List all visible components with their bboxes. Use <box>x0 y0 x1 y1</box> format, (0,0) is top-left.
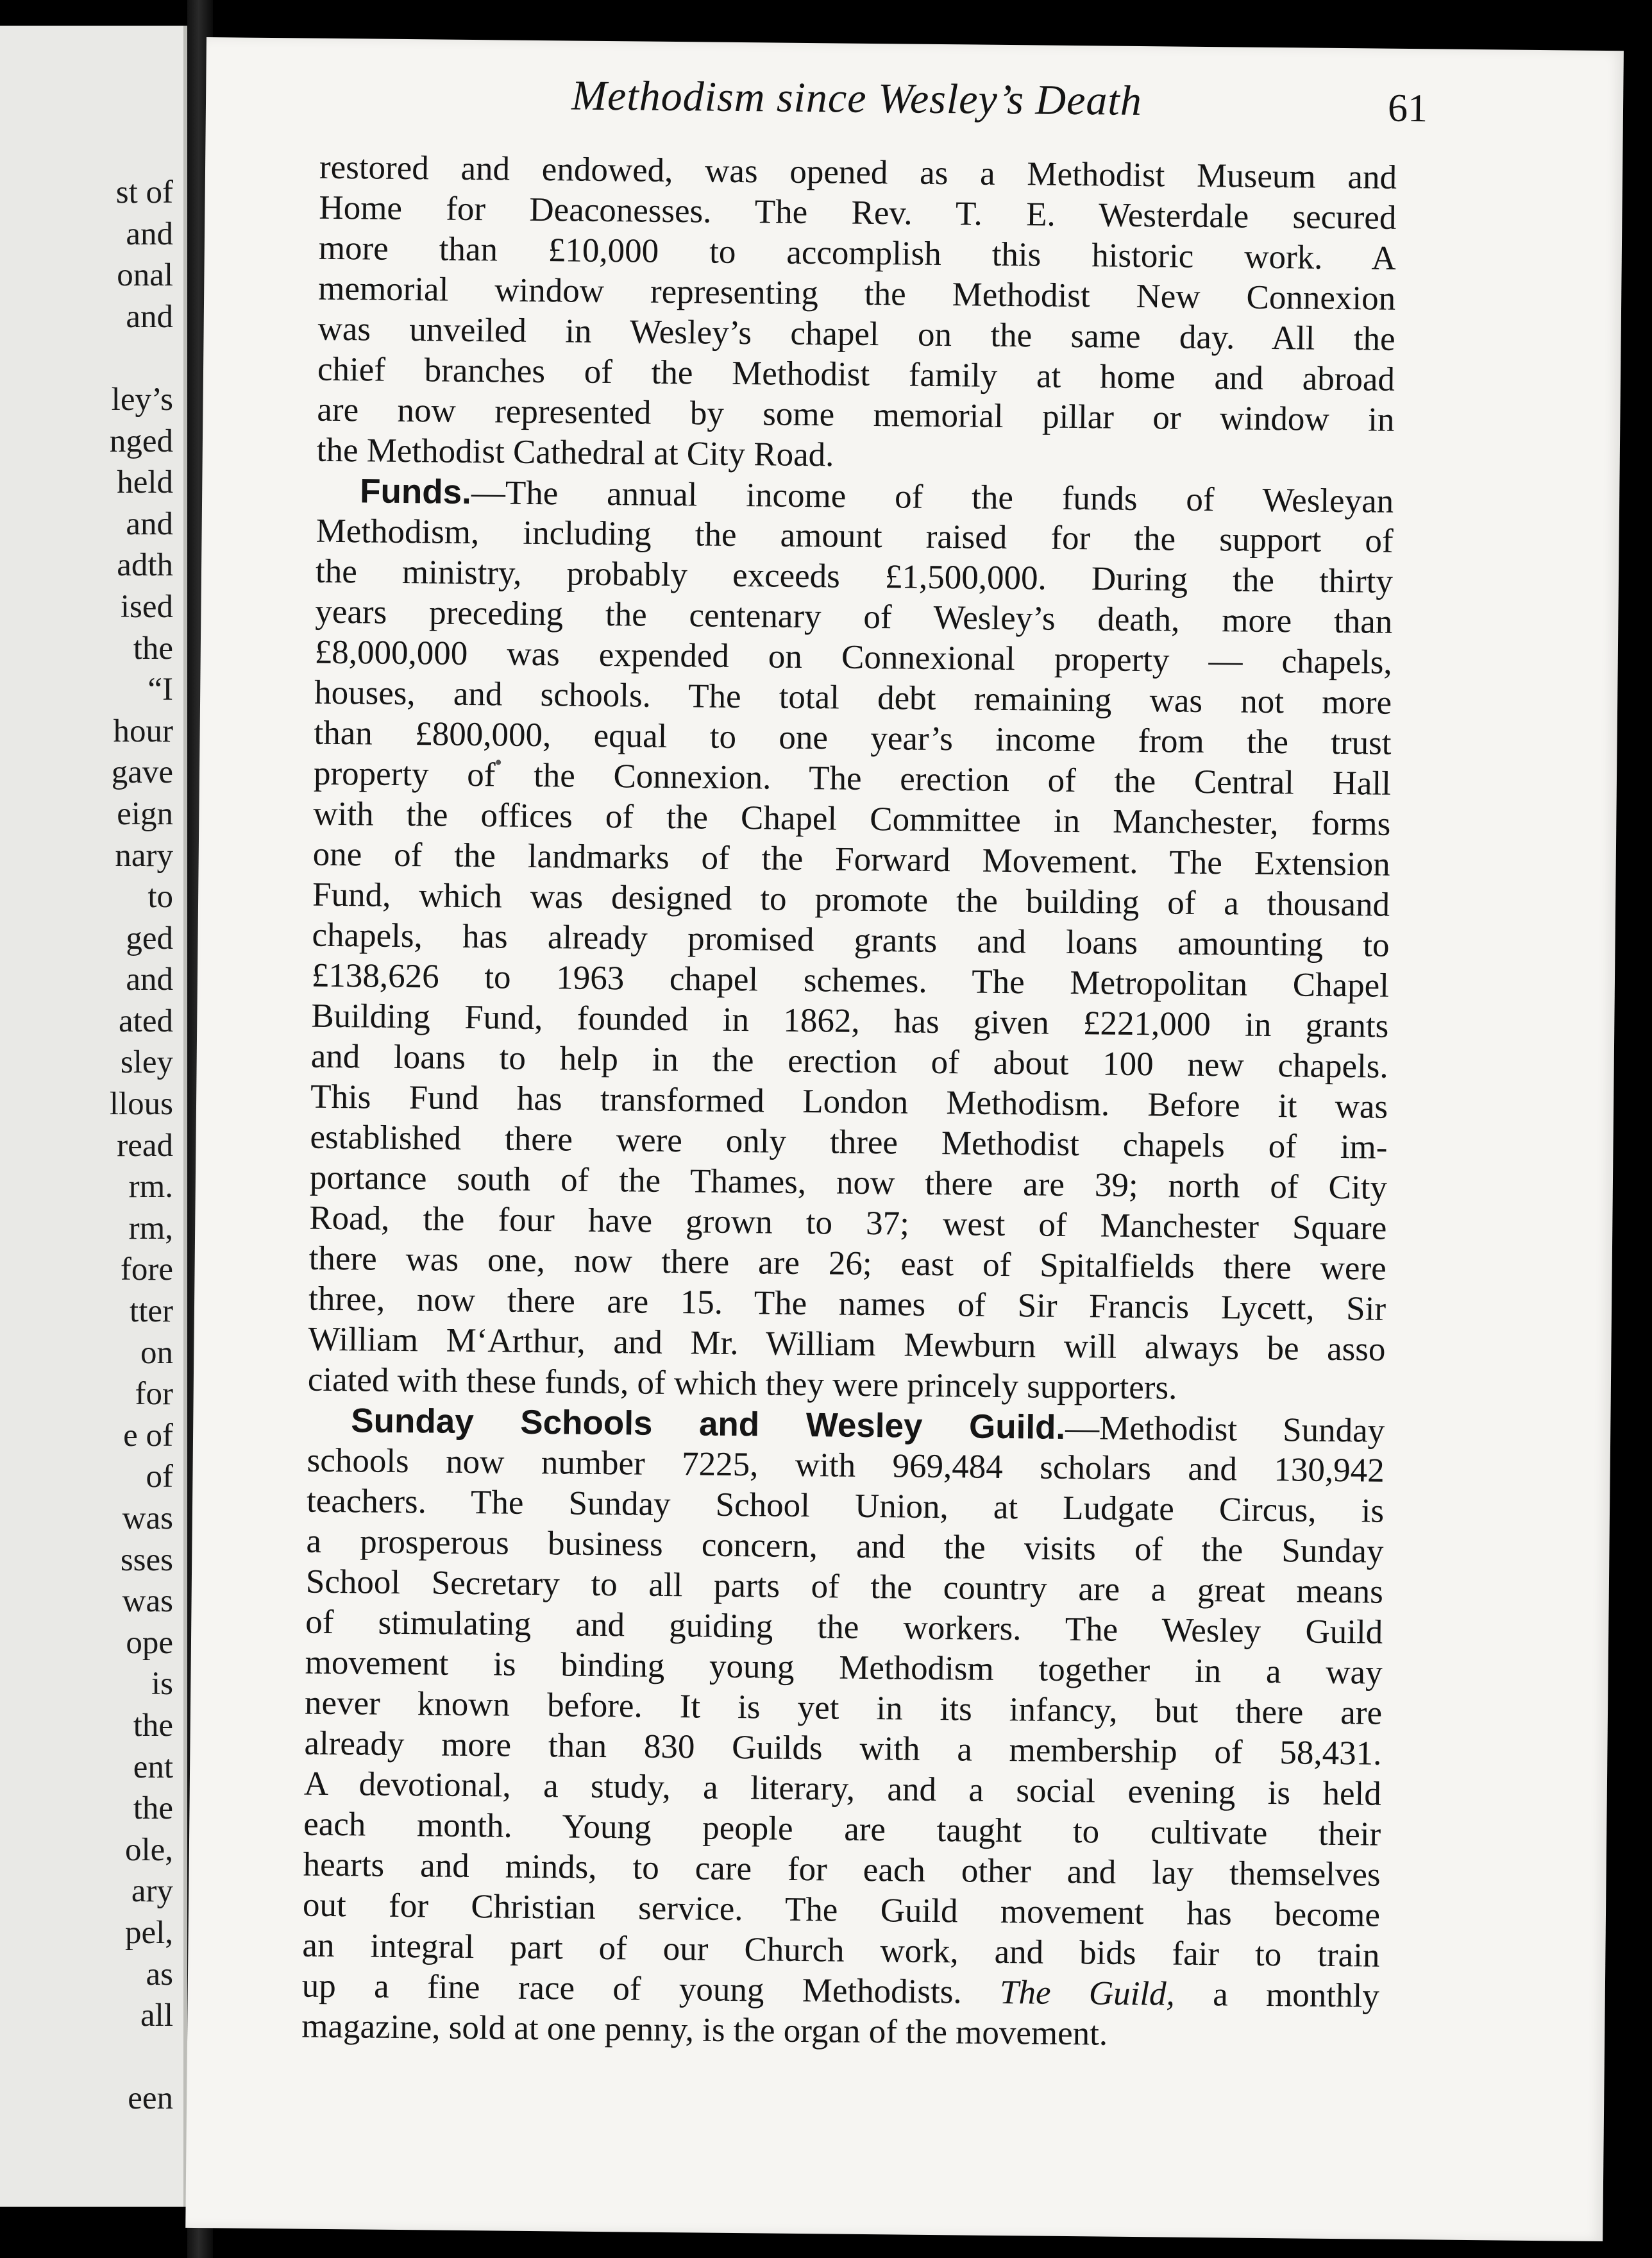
previous-page-line: the <box>133 630 173 666</box>
previous-page-line <box>110 2037 173 2078</box>
previous-page-line: “I <box>148 672 173 708</box>
previous-page-line: and <box>126 962 173 998</box>
guild-line-start: up a fine race of young Methodists. <box>301 1967 962 2011</box>
text-line: with the offices of the Chapel Committee in Manchester, forms <box>313 795 1391 843</box>
previous-page-line <box>110 337 173 379</box>
text-line: an integral part of our Church work, and bids fair to train <box>302 1926 1380 1974</box>
text-line: Building Fund, founded in 1862, has given £221,000 in grants <box>311 997 1389 1045</box>
text-line: the Methodist Cathedral at City Road. <box>316 431 834 474</box>
text-line: Fund, which was designed to promote the building of a thousand <box>312 876 1390 924</box>
text-line: £8,000,000 was expended on Connexional property — chapels, <box>314 633 1393 681</box>
text-line: are now represented by some memorial pillar or window in <box>317 391 1395 439</box>
text-line: three, now there are 15. The names of Sir Francis Lycett, Sir <box>308 1280 1386 1328</box>
text-line: was unveiled in Wesley’s chapel on the same day. All the <box>317 310 1395 358</box>
previous-page-line: ary <box>131 1873 173 1910</box>
previous-page-line: ised <box>120 588 173 625</box>
funds-first-line-text: —The annual income of the funds of Wesleyan <box>471 473 1394 520</box>
book-page <box>185 37 1624 2241</box>
text-line: This Fund has transformed London Methodism. Before it was <box>310 1078 1388 1126</box>
text-line: restored and endowed, was opened as a Methodist Museum and <box>319 148 1397 196</box>
previous-page-line: sley <box>120 1044 173 1081</box>
text-line: Home for Deaconesses. The Rev. T. E. Westerdale secured <box>319 189 1397 237</box>
previous-page-line: st of <box>115 174 173 210</box>
text-line: memorial window representing the Methodist New Connexion <box>317 269 1396 318</box>
previous-page-line: and <box>126 298 173 335</box>
previous-page-line: onal <box>117 257 173 294</box>
previous-page-line: fore <box>120 1252 173 1288</box>
text-line: already more than 830 Guilds with a membership of 58,431. <box>304 1724 1382 1772</box>
text-line: years preceding the centenary of Wesley’s death, more than <box>315 593 1393 641</box>
sunday-schools-paragraph <box>301 1400 1385 2057</box>
previous-page-line: read <box>117 1127 173 1164</box>
text-line: houses, and schools. The total debt remaining was not more <box>314 674 1392 722</box>
text-line: property of the Connexion. The erection of the Central Hall <box>313 754 1392 802</box>
funds-heading: Funds. <box>359 472 472 511</box>
text-line: movement is binding young Methodism together in a way <box>305 1643 1383 1692</box>
text-line: Road, the four have grown to 37; west of Manchester Square <box>309 1199 1387 1247</box>
text-line: hearts and minds, to care for each other and lay themselves <box>303 1846 1381 1894</box>
text-line: each month. Young people are taught to cultivate their <box>303 1805 1381 1853</box>
previous-page-line: rm. <box>128 1169 173 1205</box>
text-line: William M‘Arthur, and Mr. William Mewburn will always be asso <box>308 1320 1386 1368</box>
text-line: established there were only three Methodist chapels of im- <box>310 1118 1388 1166</box>
sunday-schools-first-line-text: —Methodist Sunday <box>1065 1409 1385 1450</box>
previous-page-line: hour <box>113 713 173 749</box>
guild-line-end: a monthly <box>1212 1976 1380 2015</box>
previous-page-line: ley’s <box>111 381 173 418</box>
text-line: more than £10,000 to accomplish this historic work. A <box>318 229 1397 277</box>
previous-page-line: rm, <box>128 1210 173 1246</box>
previous-page-line: tter <box>130 1293 173 1330</box>
previous-page-fragment <box>0 26 187 2207</box>
body-text <box>301 148 1397 2057</box>
previous-page-line: nged <box>109 423 173 459</box>
text-line: Methodism, including the amount raised for the support of <box>316 512 1394 560</box>
previous-page-line: ged <box>126 920 173 956</box>
previous-page-line: the <box>133 1707 173 1744</box>
previous-page-line: to <box>148 879 173 915</box>
text-line: schools now number 7225, with 969,484 scholars and 130,942 <box>307 1441 1385 1490</box>
text-line: School Secretary to all parts of the country are a great means <box>305 1563 1384 1611</box>
previous-page-line: ent <box>133 1749 173 1785</box>
previous-page-line: and <box>126 505 173 542</box>
previous-page-line: and <box>126 216 173 252</box>
page-number: 61 <box>1387 86 1428 131</box>
previous-page-line: ope <box>126 1624 173 1661</box>
previous-page-line: the <box>133 1790 173 1827</box>
text-line: and loans to help in the erection of about 100 new chapels. <box>310 1037 1388 1085</box>
text-line: than £800,000, equal to one year’s income from the trust <box>314 714 1392 762</box>
previous-page-line: was <box>122 1500 173 1536</box>
previous-page-text <box>110 172 173 2119</box>
previous-page-line: ated <box>119 1003 173 1039</box>
previous-page-line: pel, <box>124 1914 173 1951</box>
continuation-paragraph <box>317 148 1397 481</box>
previous-page-line: eign <box>117 795 173 832</box>
previous-page-line: was <box>122 1583 173 1620</box>
text-line: portance south of the Thames, now there are 39; north of City <box>309 1159 1388 1207</box>
previous-page-line: sses <box>120 1541 173 1578</box>
previous-page-line: on <box>140 1334 173 1371</box>
previous-page-line: gave <box>111 754 173 791</box>
text-line: chapels, has already promised grants and loans amounting to <box>312 916 1390 964</box>
previous-page-line: adth <box>117 547 173 584</box>
text-line: the ministry, probably exceeds £1,500,000. During the thirty <box>315 552 1394 600</box>
text-line: never known before. It is yet in its infancy, but there are <box>304 1684 1383 1732</box>
previous-page-line: e of <box>123 1417 173 1454</box>
guild-magazine-title: The Guild, <box>999 1974 1176 2013</box>
text-line: out for Christian service. The Guild movement has become <box>302 1886 1381 1934</box>
text-line: magazine, sold at one penny, is the organ of the movement. <box>301 2007 1108 2053</box>
sunday-schools-heading: Sunday Schools and Wesley Guild. <box>351 1402 1066 1447</box>
running-head: Methodism since Wesley’s Death <box>571 72 1143 125</box>
previous-page-line: all <box>140 1998 173 2034</box>
text-line: of stimulating and guiding the workers. The Wesley Guild <box>305 1603 1383 1651</box>
previous-page-line: een <box>128 2080 173 2117</box>
text-line: there was one, now there are 26; east of Spitalfields there were <box>308 1239 1386 1287</box>
text-line: teachers. The Sunday School Union, at Ludgate Circus, is <box>306 1482 1385 1530</box>
text-line: one of the landmarks of the Forward Movement. The Extension <box>312 835 1390 883</box>
previous-page-line: ole, <box>124 1831 173 1868</box>
text-line: a prosperous business concern, and the visits of the Sunday <box>306 1522 1384 1570</box>
funds-paragraph <box>308 471 1394 1411</box>
text-line: chief branches of the Methodist family at home and abroad <box>317 350 1395 398</box>
previous-page-line: of <box>146 1459 173 1495</box>
previous-page-line: nary <box>115 837 173 874</box>
previous-page-line: llous <box>109 1086 173 1123</box>
text-line: ciated with these funds, of which they were princely supporters. <box>307 1361 1177 1407</box>
text-line: A devotional, a study, a literary, and a social evening is held <box>303 1765 1382 1813</box>
previous-page-line: as <box>146 1956 173 1992</box>
text-line: £138,626 to 1963 chapel schemes. The Metropolitan Chapel <box>311 956 1390 1005</box>
previous-page-line: is <box>151 1666 173 1702</box>
previous-page-line: for <box>135 1376 173 1413</box>
previous-page-line: held <box>117 464 173 501</box>
